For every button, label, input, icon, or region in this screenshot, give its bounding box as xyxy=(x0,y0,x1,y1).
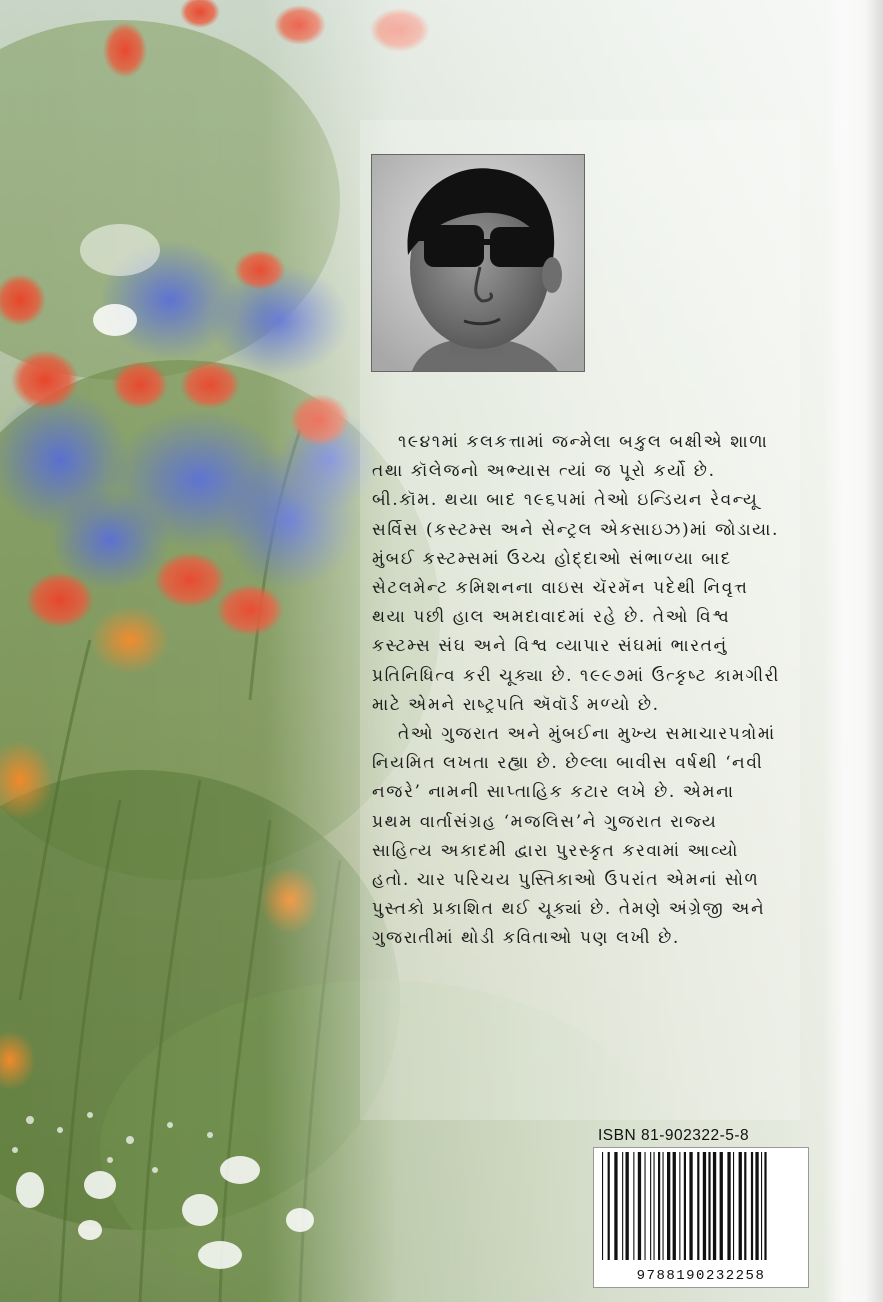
biography-paragraph: ૧૯૪૧માં કલકત્તામાં જન્મેલા બકુલ બક્ષીએ શાળા તથા કૉલેજનો અભ્યાસ ત્યાં જ પૂરો કર્યો છે. બી.કૉમ. થયા બાદ ૧૯૬૫માં તેઓ ઇન્ડિયન રેવન્યૂ સર્વિસ (કસ્ટમ્સ અને સેન્ટ્રલ એક્સાઇઝ)માં જોડાયા. મુંબઈ કસ્ટમ્સમાં ઉચ્ચ હોદ્દાઓ સંભાળ્યા બાદ સેટલમેન્ટ કમિશનના વાઇસ ચૅરમૅન પદેથી નિવૃત્ત થયા પછી હાલ અમદાવાદમાં રહે છે. તેઓ વિશ્વ કસ્ટમ્સ સંઘ અને વિશ્વ વ્યાપાર સંઘમાં ભારતનું પ્રતિનિધિત્વ કરી ચૂક્યા છે. ૧૯૯૭માં ઉત્કૃષ્ટ કામગીરી માટે એમને રાષ્ટ્રપતિ ઍવૉર્ડ મળ્યો છે. xyxy=(372,432,780,715)
barcode-bars xyxy=(600,1152,802,1260)
spine-edge xyxy=(823,0,883,1302)
author-biography xyxy=(372,428,782,954)
barcode-digits: 9788190232258 xyxy=(636,1268,766,1284)
isbn-label: ISBN 81-902322-5-8 xyxy=(598,1127,750,1144)
author-photo xyxy=(371,154,585,372)
barcode xyxy=(593,1147,809,1288)
biography-paragraph: તેઓ ગુજરાત અને મુંબઈના મુખ્ય સમાચારપત્રોમાં નિયમિત લખતા રહ્યા છે. છેલ્લા બાવીસ વર્ષથી ‘નવી નજરે’ નામની સાપ્તાહિક કટાર લખે છે. એમના પ્રથમ વાર્તાસંગ્રહ ‘મજલિસ’ને ગુજરાત રાજ્ય સાહિત્ય અકાદમી દ્વારા પુરસ્કૃત કરવામાં આવ્યો હતો. ચાર પરિચય પુસ્તિકાઓ ઉપરાંત એમનાં સોળ પુસ્તકો પ્રકાશિત થઈ ચૂક્યાં છે. તેમણે અંગ્રેજી અને ગુજરાતીમાં થોડી કવિતાઓ પણ લખી છે. xyxy=(372,724,776,949)
